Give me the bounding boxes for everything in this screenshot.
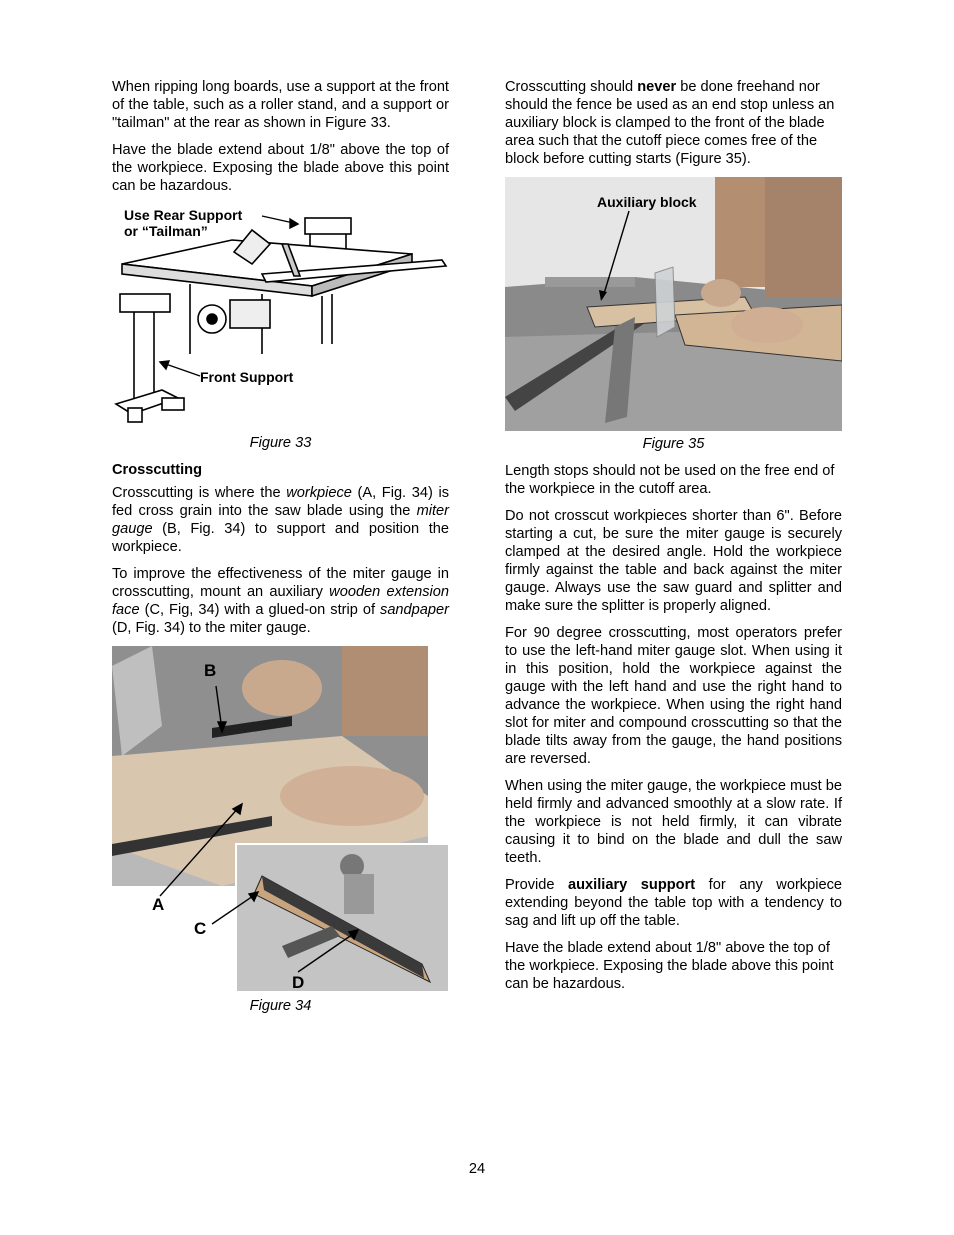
text-span: (B, Fig. 34) to support and position the workpiece. <box>112 521 449 555</box>
emphasis-auxiliary-support: auxiliary support <box>568 877 696 893</box>
paragraph-blade-height: Have the blade extend about 1/8" above the top of the workpiece. Exposing the blade above this point can be hazardous. <box>112 142 449 194</box>
section-heading-crosscutting: Crosscutting <box>112 462 202 478</box>
emphasis-never: never <box>637 79 677 95</box>
figure-33-illustration <box>112 204 449 428</box>
label-b: B <box>204 661 217 680</box>
figure-34-caption: Figure 34 <box>249 998 312 1014</box>
text-span: for any workpiece extending beyond the table top with a tendency to sag and lift up off the table. <box>505 877 842 929</box>
term-sandpaper: sandpaper <box>380 602 449 618</box>
text-span: be done freehand nor should the fence be used as an end stop unless an auxiliary block is clamped to the front of the blade area such that the cutoff piece comes free of the block before cutting starts (Figure 35). <box>505 79 835 167</box>
photo-miter-gauge-inset <box>236 844 449 992</box>
text-span: (C, Fig, 34) with a glued-on strip of <box>139 602 381 618</box>
paragraph-hold-firmly: When using the miter gauge, the workpiece must be held firmly and advanced smoothly at a slow rate. If the workpiece is not held firmly, it can vibrate causing it to bind on the blade and dull the saw teeth. <box>505 778 842 866</box>
text-span: Provide <box>505 877 569 893</box>
page-number: 24 <box>468 1161 486 1177</box>
label-c: C <box>194 919 207 938</box>
label-rear-support-1: Use Rear Support <box>124 207 243 223</box>
paragraph-auxiliary-face <box>112 565 449 637</box>
figure-34-photo <box>112 646 449 992</box>
term-workpiece: workpiece <box>286 485 352 501</box>
right-column <box>505 78 842 1002</box>
text-span: Crosscutting should <box>505 79 638 95</box>
saw-table-drawing <box>122 230 446 354</box>
figure-35-photo <box>505 177 842 431</box>
text-span: To improve the effectiveness of the miter gauge in crosscutting, mount an auxiliary <box>112 566 449 600</box>
label-a: A <box>152 895 165 914</box>
label-auxiliary-block: Auxiliary block <box>597 194 697 210</box>
paragraph-ripping-support: When ripping long boards, use a support at the front of the table, such as a roller stand, and a support or "tailman" at the rear as shown in Figure 33. <box>112 79 449 131</box>
paragraph-auxiliary-support <box>505 876 842 930</box>
label-front-support: Front Support <box>200 369 294 385</box>
term-wooden-extension-face: wooden extension face <box>112 584 449 618</box>
paragraph-never-freehand <box>505 78 842 168</box>
paragraph-crosscutting-definition <box>112 484 449 556</box>
figure-33-caption: Figure 33 <box>249 435 312 451</box>
label-d: D <box>292 973 305 992</box>
left-column <box>112 78 449 1024</box>
front-support-drawing <box>116 294 184 422</box>
paragraph-short-workpieces: Do not crosscut workpieces shorter than 6". Before starting a cut, be sure the miter gauge is securely clamped at the desired angle. Hold the workpiece firmly against the table and back against the miter gauge. Always use the saw guard and splitter and make sure the splitter is properly aligned. <box>505 508 842 614</box>
paragraph-blade-height-repeat: Have the blade extend about 1/8" above the top of the workpiece. Exposing the blade above this point can be hazardous. <box>505 940 834 992</box>
text-span: (A, Fig. 34) is fed cross grain into the saw blade using the <box>112 485 449 519</box>
paragraph-length-stops: Length stops should not be used on the free end of the workpiece in the cutoff area. <box>505 463 835 497</box>
term-miter-gauge: miter gauge <box>112 503 449 537</box>
figure-35-caption: Figure 35 <box>642 436 705 452</box>
text-span: Crosscutting is where the <box>112 485 287 501</box>
label-rear-support-2: or “Tailman” <box>124 223 208 239</box>
paragraph-90-degree: For 90 degree crosscutting, most operators prefer to use the left-hand miter gauge slot. When using it in this position, hold the workpiece against the gauge with the left hand and use the right hand to advance the workpiece. When using the right hand slot for miter and compound crosscutting so that the blade tilts away from the gauge, the hand positions are reversed. <box>505 625 842 767</box>
text-span: (D, Fig. 34) to the miter gauge. <box>112 620 311 636</box>
